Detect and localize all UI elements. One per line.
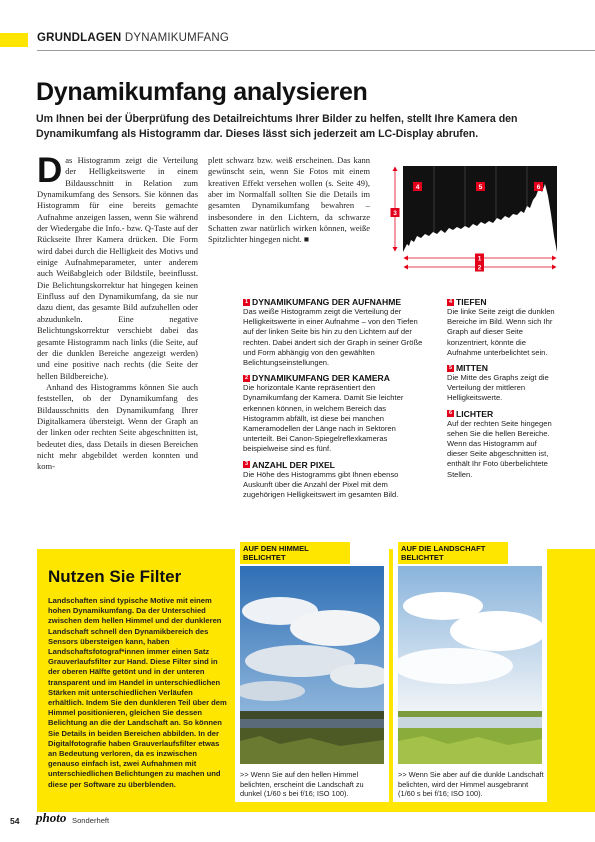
number-badge: 6 [448, 410, 453, 417]
magazine-logo: photo [36, 810, 67, 825]
number-badge: 5 [448, 364, 453, 371]
section-color-bar [0, 33, 28, 47]
definition-title: DYNAMIKUMFANG DER KAMERA [252, 373, 390, 384]
definition-title: TIEFEN [456, 297, 487, 307]
marker-label: 5 [478, 184, 483, 191]
definition-title: LICHTER [456, 408, 494, 419]
number-badge: 4 [448, 298, 453, 305]
definition-text: Die horizontale Kante repräsentiert den Dynamikumfang der Kamera. Damit Sie leichter erkennen können, in welchem Bereich das Histogramm abfällt, ist diese bei manchen Kameramodellen der Länge nach in Sektoren unterteilt. Bei Canon-Spiegelreflexkameras beispielweise sind es fünf. [243, 383, 404, 454]
header-rule [37, 50, 595, 51]
section-header [37, 32, 229, 44]
definition-text: Die Mitte des Graphs zeigt die Verteilung der mittleren Helligkeitswerte. [447, 373, 549, 403]
definition-item [243, 297, 429, 368]
subsection-label: DYNAMIKUMFANG [124, 32, 230, 44]
marker-label: 1 [477, 255, 482, 263]
definition-item [243, 373, 429, 454]
body-paragraph: as Histogramm zeigt die Verteilung der Helligkeitswerte in einem Bildausschnitt in Relation zum Dynamikumfang des Sensors. Sie können das Histogramm für eine bereits gemachte Aufnahme anzeigen lassen, wenn Sie während der Wiedergabe die Info.- bzw. Q-Taste auf der Rückseite Ihrer Kamera drücken. Die Form wird dabei durch die Helligkeit des Motivs und einige Aufnahmeparameter, unter anderem auch Weißabgleich oder Bildstile, beeinflusst. Die Belichtungskorrektur hat hingegen keinen Einfluss auf den Dynamikumfang, da sie nur dazu dient, das gesamte Bild aufzuhellen oder abzudunkeln. Eine negative Belichtungskorrektur verschiebt dabei das gesamte Histogramm nach links (die Seite, auf der die dunklen Bereiche angezeigt werden) und eine positive nach rechts (die Seite der hellen Bildbereiche). [37, 155, 198, 381]
photo-card-sky-exposure [235, 538, 389, 802]
definition-title: ANZAHL DER PIXEL [252, 459, 335, 470]
definition-text: Auf der rechten Seite hingegen sehen Sie die hellen Bereiche. Wenn das Histogramm auf dieser Seite abgeschnitten ist, enthält Ihr Foto überbelichtete Stellen. [447, 418, 552, 479]
definition-title: MITTEN [456, 363, 488, 374]
histogram-diagram [381, 166, 563, 276]
photo-label: AUF DEN HIMMEL BELICHTET [240, 542, 350, 564]
definitions-column-left [243, 297, 429, 505]
definition-text: Das weiße Histogramm zeigt die Verteilung der Helligkeitswerte in einer Aufnahme – von den Tiefen auf der linken Seite bis hin zu den Lichtern auf der rechten. Dabei ändert sich der Graph in seiner Größe und Form abhängig von den gewählten Belichtungseinstellungen. [243, 307, 423, 368]
definition-text: Die Höhe des Histogramms gibt Ihnen ebenso Auskunft über die Anzahl der Pixel mit dem zugehörigen Helligkeitswert im gesamten Bild. [243, 469, 399, 500]
photo-label: AUF DIE LANDSCHAFT BELICHTET [398, 542, 508, 564]
lead-paragraph: Um Ihnen bei der Überprüfung des Detailreichtums Ihrer Bilder zu helfen, stellt Ihre Kamera den Dynamikumfang als Histogramm dar. Dieses lässt sich jederzeit am LC-Display abrufen. [36, 113, 518, 140]
number-badge: 2 [244, 374, 249, 381]
definition-item [447, 297, 559, 358]
marker-label: 3 [393, 210, 397, 217]
page-title: Dynamikumfang analysieren [36, 78, 368, 106]
landscape-photo-dark [240, 566, 384, 764]
definition-item [243, 460, 429, 501]
body-column-2 [208, 155, 370, 246]
marker-label: 4 [415, 184, 420, 191]
definition-item [447, 363, 559, 404]
body-column-1 [37, 151, 198, 473]
body-paragraph: plett schwarz bzw. weiß erscheinen. Das kann gewünscht sein, wenn Sie Fotos mit einem kreativen Effekt versehen wollen (s. Seite 49), aber im Normalfall sollten Sie die Details im gesamten Dynamikumfang bewahren – insbesondere in den Lichtern, da schwarze Schatten zwar natürlich wirken können, weiße Spitzlichter hingegen nicht. ■ [208, 155, 370, 245]
section-label: GRUNDLAGEN [37, 32, 122, 44]
number-badge: 1 [244, 298, 249, 305]
landscape-photo-bright [398, 566, 542, 764]
marker-label: 2 [477, 264, 482, 272]
number-badge: 3 [244, 461, 249, 468]
photo-card-landscape-exposure [393, 538, 547, 802]
dropcap: D [37, 151, 63, 190]
body-paragraph: Anhand des Histogramms können Sie auch feststellen, ob der Dynamikumfang des Bildausschnitts den Dynamikumfang Ihrer Digitalkamera übersteigt. Wenn der Graph an der linken oder rechten Seite abgeschnitten ist, bedeutet dies, dass Details in diesen Bereichen nicht mehr abgebildet werden konnten und kom- [37, 381, 198, 472]
magazine-issue: Sonderheft [72, 816, 110, 825]
definitions-column-right [447, 297, 559, 485]
page-number: 54 [10, 816, 20, 826]
photo-caption: >> Wenn Sie aber auf die dunkle Landschaft belichten, wird der Himmel ausgebrannt (1/60 s bei f/16; ISO 100). [398, 770, 544, 799]
photo-caption: >> Wenn Sie auf den hellen Himmel belichten, erscheint die Landschaft zu dunkel (1/60 s bei f/16; ISO 100). [240, 770, 364, 799]
definition-item [447, 409, 559, 480]
marker-label: 6 [536, 184, 541, 191]
filter-box-title: Nutzen Sie Filter [48, 567, 182, 586]
filter-box-text: Landschaften sind typische Motive mit einem hohen Dynamikumfang. Da der Unterschied zwischen dem hellen Himmel und der dunkleren Landschaft schnell den Dynamikbereich des Sensors übersteigen kann, haben Landschaftsfotograf*innen immer einen Satz Grauverlaufsfilter zur Hand. Diese Filter sind in der oberen Hälfte getönt und in der unteren transparent und im Handel in unterschiedlichen Stärken mit unterschiedlichen Verläufen erhältlich. Indem Sie den dunkleren Teil über dem Himmel positionieren, gleichen Sie dessen Belichtung an die der Landschaft an. So können Sie Details in beiden Bereichen abbilden. In der Digitalfotografie haben Grauverlaufsfilter etwas an Bedeutung verloren, da es inzwischen genauso einfach ist, zwei Aufnahmen mit unterschiedlichen Belichtungen zu machen und diese per Software zu überblenden. [48, 596, 227, 789]
definition-title: DYNAMIKUMFANG DER AUFNAHME [252, 297, 402, 307]
definition-text: Die linke Seite zeigt die dunklen Bereiche im Bild. Wenn sich Ihr Graph auf dieser Seite konzentriert, könnte die Aufnahme unterbelichtet sein. [447, 307, 555, 357]
